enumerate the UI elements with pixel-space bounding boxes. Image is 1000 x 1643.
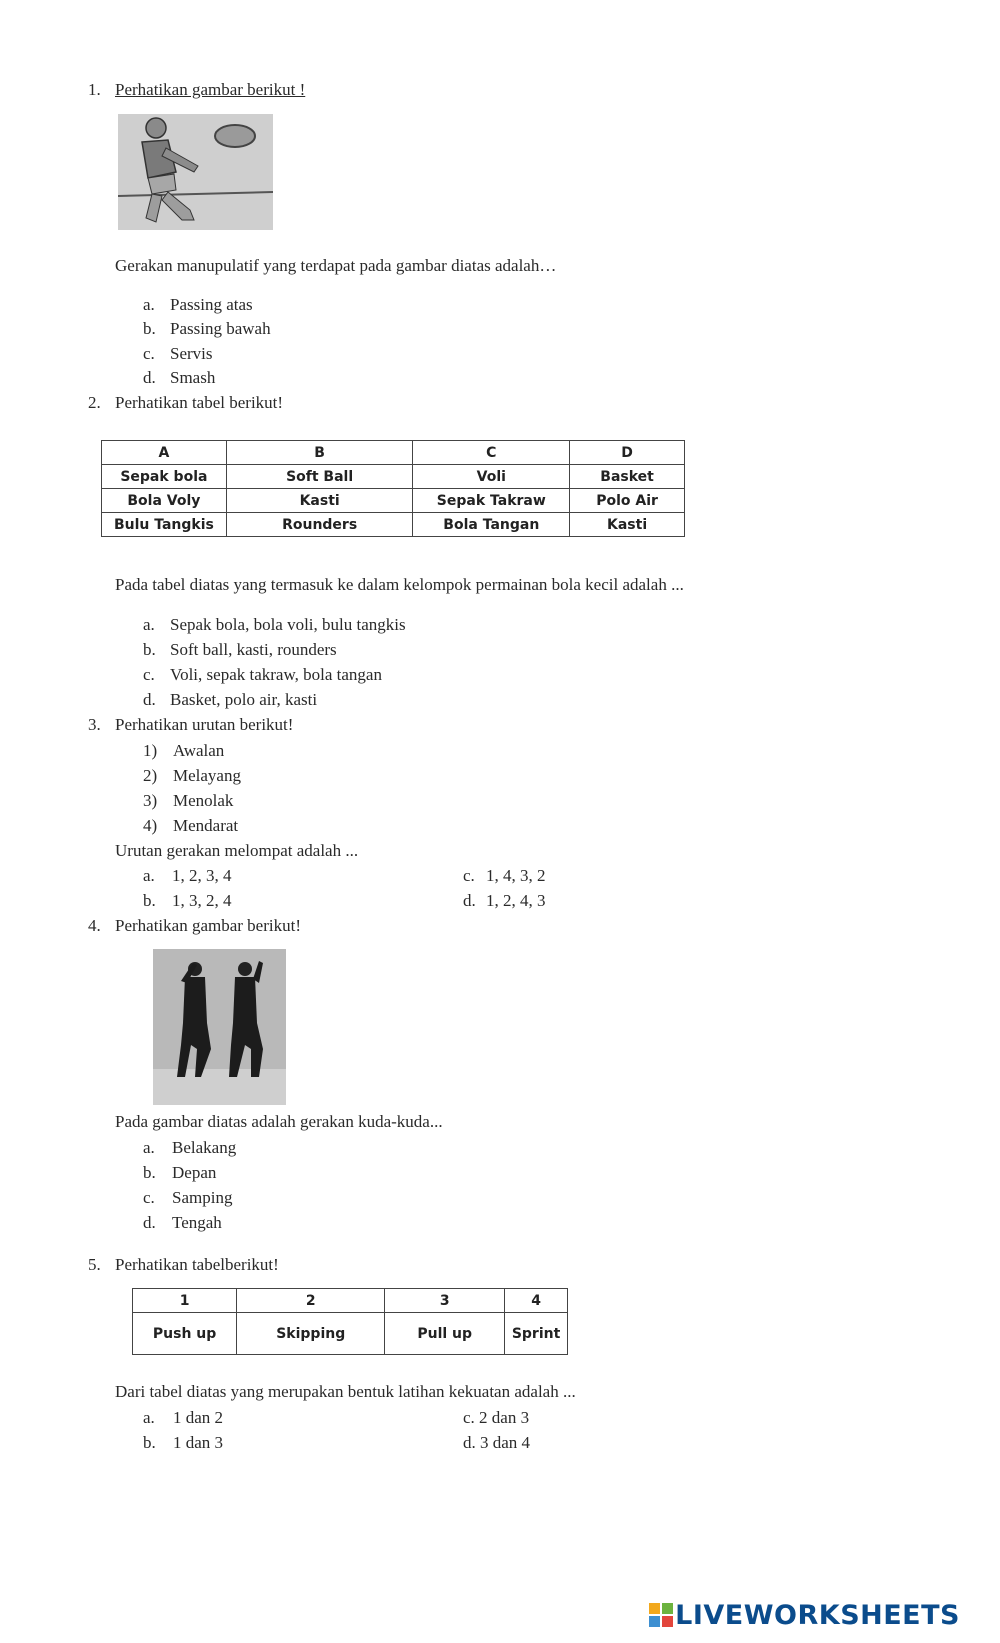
q3-prompt: Perhatikan urutan berikut! [115, 715, 294, 734]
martial-arts-stance-illustration [153, 949, 286, 1105]
table-cell: Rounders [226, 513, 413, 537]
q3-option-d-letter: d. [463, 891, 476, 910]
q1-option-d-text: Smash [170, 368, 216, 387]
table-header-row [102, 441, 685, 465]
q4-option-c-text: Samping [172, 1188, 233, 1207]
q5-option-b-letter: b. [143, 1433, 156, 1452]
q3-step-number: 3) [143, 791, 158, 810]
table-header-cell: D [570, 441, 685, 465]
q5-question: Dari tabel diatas yang merupakan bentuk latihan kekuatan adalah ... [115, 1382, 576, 1401]
q4-number: 4. [88, 916, 101, 935]
q2-option-d-text: Basket, polo air, kasti [170, 690, 318, 709]
q5-option-b-text: 1 dan 3 [173, 1433, 224, 1452]
q1-volleyball-passing-image [118, 114, 273, 230]
q4-question: Pada gambar diatas adalah gerakan kuda-kuda... [115, 1112, 443, 1131]
q3-step-text: Menolak [173, 791, 234, 810]
q2-option-a-letter: a. [143, 615, 155, 634]
q5-option-c-text: c. 2 dan 3 [463, 1408, 530, 1427]
liveworksheets-logo-icon [649, 1603, 673, 1627]
q3-option-a-text: 1, 2, 3, 4 [172, 866, 232, 885]
liveworksheets-brand[interactable] [649, 1600, 960, 1631]
q4-stance-image [153, 949, 286, 1105]
q4-option-a-letter: a. [143, 1138, 155, 1157]
table-header-cell: 3 [385, 1289, 505, 1313]
q1-prompt: Perhatikan gambar berikut ! [115, 80, 306, 99]
table-header-cell: B [226, 441, 413, 465]
table-cell: Voli [413, 465, 570, 489]
table-header-cell: 4 [505, 1289, 568, 1313]
table-header-cell: 2 [237, 1289, 385, 1313]
table-header-cell: A [102, 441, 227, 465]
q3-step-text: Mendarat [173, 816, 239, 835]
q1-question: Gerakan manupulatif yang terdapat pada gambar diatas adalah… [115, 256, 557, 275]
q3-step-text: Awalan [173, 741, 225, 760]
table-cell: Bola Voly [102, 489, 227, 513]
table-row [102, 489, 685, 513]
q3-option-a-letter: a. [143, 866, 155, 885]
table-cell: Push up [133, 1313, 237, 1355]
q3-option-c-letter: c. [463, 866, 475, 885]
q3-number: 3. [88, 715, 101, 734]
q4-option-d-text: Tengah [172, 1213, 222, 1232]
q5-option-d-text: d. 3 dan 4 [463, 1433, 531, 1452]
q4-option-a-text: Belakang [172, 1138, 237, 1157]
q5-option-a-letter: a. [143, 1408, 155, 1427]
table-cell: Sepak Takraw [413, 489, 570, 513]
q2-option-c-letter: c. [143, 665, 155, 684]
q4-prompt: Perhatikan gambar berikut! [115, 916, 301, 935]
q3-step-text: Melayang [173, 766, 241, 785]
q1-option-a-letter: a. [143, 295, 155, 314]
table-cell: Sepak bola [102, 465, 227, 489]
table-cell: Pull up [385, 1313, 505, 1355]
table-row [102, 465, 685, 489]
q1-option-c-text: Servis [170, 344, 213, 363]
table-header-cell: C [413, 441, 570, 465]
q1-option-d-letter: d. [143, 368, 156, 387]
table-cell: Sprint [505, 1313, 568, 1355]
q2-option-c-text: Voli, sepak takraw, bola tangan [170, 665, 382, 684]
q3-step-number: 4) [143, 816, 158, 835]
table-header-cell: 1 [133, 1289, 237, 1313]
q1-option-b-text: Passing bawah [170, 319, 271, 338]
q4-option-b-letter: b. [143, 1163, 156, 1182]
table-cell: Soft Ball [226, 465, 413, 489]
q4-option-c-letter: c. [143, 1188, 155, 1207]
q3-step-number: 1) [143, 741, 158, 760]
q2-option-b-letter: b. [143, 640, 156, 659]
q2-sports-table [101, 440, 685, 537]
q2-question: Pada tabel diatas yang termasuk ke dalam kelompok permainan bola kecil adalah ... [115, 575, 684, 594]
q3-option-b-letter: b. [143, 891, 156, 910]
volleyball-player-illustration [118, 114, 273, 230]
q2-option-b-text: Soft ball, kasti, rounders [170, 640, 337, 659]
q3-step-number: 2) [143, 766, 158, 785]
q3-option-b-text: 1, 3, 2, 4 [172, 891, 232, 910]
table-cell: Bola Tangan [413, 513, 570, 537]
q2-prompt: Perhatikan tabel berikut! [115, 393, 284, 412]
table-header-row [133, 1289, 568, 1313]
q4-option-b-text: Depan [172, 1163, 217, 1182]
table-row [133, 1313, 568, 1355]
table-cell: Skipping [237, 1313, 385, 1355]
q4-option-d-letter: d. [143, 1213, 156, 1232]
table-cell: Polo Air [570, 489, 685, 513]
table-cell: Kasti [570, 513, 685, 537]
q1-option-a-text: Passing atas [170, 295, 253, 314]
q3-question: Urutan gerakan melompat adalah ... [115, 841, 359, 860]
q2-option-d-letter: d. [143, 690, 156, 709]
q5-prompt: Perhatikan tabelberikut! [115, 1255, 279, 1274]
table-cell: Basket [570, 465, 685, 489]
brand-name: LIVEWORKSHEETS [675, 1600, 960, 1631]
q1-option-b-letter: b. [143, 319, 156, 338]
q3-option-d-text: 1, 2, 4, 3 [486, 891, 546, 910]
q5-exercise-table [132, 1288, 568, 1355]
q1-number: 1. [88, 80, 101, 99]
table-row [102, 513, 685, 537]
table-cell: Bulu Tangkis [102, 513, 227, 537]
q2-number: 2. [88, 393, 101, 412]
q3-option-c-text: 1, 4, 3, 2 [486, 866, 546, 885]
q5-option-a-text: 1 dan 2 [173, 1408, 224, 1427]
table-cell: Kasti [226, 489, 413, 513]
q1-option-c-letter: c. [143, 344, 155, 363]
q5-number: 5. [88, 1255, 101, 1274]
q2-option-a-text: Sepak bola, bola voli, bulu tangkis [170, 615, 406, 634]
